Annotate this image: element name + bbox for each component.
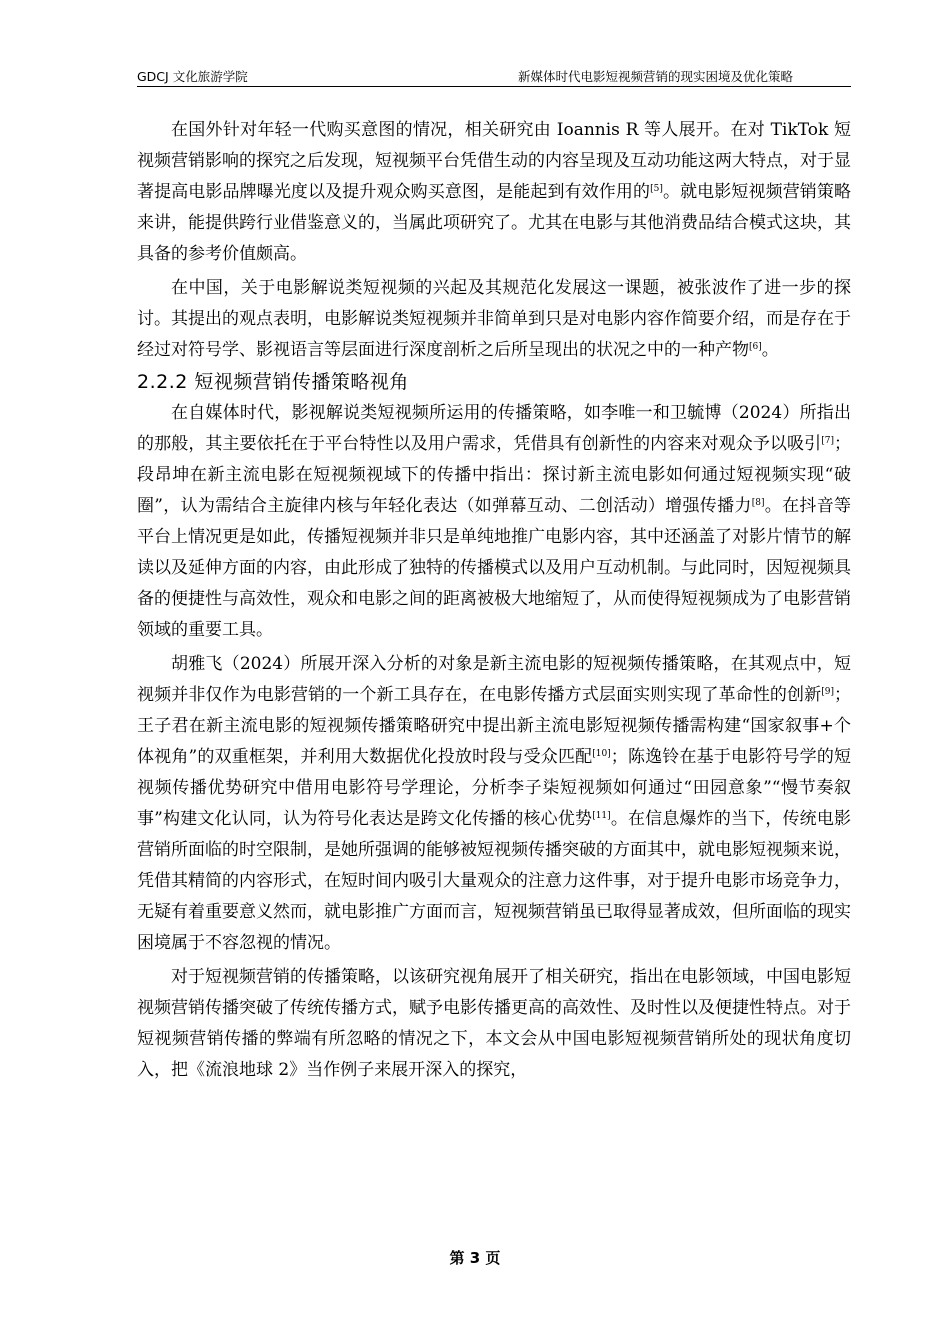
paragraph-2-text: 在中国，关于电影解说类短视频的兴起及其规范化发展这一课题，被张波作了进一步的探讨。其提出的观点表明，电影解说类短视频并非简单到只是对电影内容作简要介绍，而是存在于经过对符号学、影视语言等层面进行深度剖析之后所呈现出的状况之中的一种产物 — [137, 278, 851, 360]
paragraph-5-text: 对于短视频营销的传播策略，以该研究视角展开了相关研究，指出在电影领域，中国电影短视频营销传播突破了传统传播方式，赋予电影传播更高的高效性、及时性以及便捷性特点。对于短视频营销传播的弊端有所忽略的情况之下，本文会从中国电影短视频营销所处的现状角度切入，把《流浪地球 2》当作例子来展开深入的探究， — [137, 967, 851, 1080]
paragraph-4-text-1: 胡雅飞（2024）所展开深入分析的对象是新主流电影的短视频传播策略，在其观点中，短视频并非仅作为电影营销的一个新工具存在，在电影传播方式层面实则实现了革命性的创新 — [137, 654, 851, 705]
citation-10: [10] — [592, 749, 611, 759]
paragraph-3-text-2: ；段昂坤在新主流电影在短视频视域下的传播中指出：探讨新主流电影如何通过短视频实现“破圈”，认为需结合主旋律内核与年轻化表达（如弹幕互动、二创活动）增强传播力 — [137, 434, 851, 516]
paragraph-3-text-3: 。在抖音等平台上情况更是如此，传播短视频并非只是单纯地推广电影内容，其中还涵盖了对影片情节的解读以及延伸方面的内容，由此形成了独特的传播模式以及用户互动机制。与此同时，因短视频具备的便捷性与高效性，观众和电影之间的距离被极大地缩短了，从而使得短视频成为了电影营销领域的重要工具。 — [137, 496, 851, 640]
paragraph-1 — [137, 115, 851, 270]
citation-11: [11] — [592, 811, 611, 821]
header-institution: GDCJ 文化旅游学院 — [137, 69, 248, 84]
paragraph-3 — [137, 398, 851, 646]
paragraph-4-text-4: 。在信息爆炸的当下，传统电影营销所面临的时空限制，是她所强调的能够被短视频传播突破的方面其中，就电影短视频来说，凭借其精简的内容形式，在短时间内吸引大量观众的注意力这件事，对于提升电影市场竞争力，无疑有着重要意义然而，就电影推广方面而言，短视频营销虽已取得显著成效，但所面临的现实困境属于不容忽视的情况。 — [137, 809, 851, 953]
citation-5: [5] — [650, 184, 663, 194]
section-heading: 2.2.2 短视频营销传播策略视角 — [137, 371, 409, 393]
paragraph-4-text-2: ；王子君在新主流电影的短视频传播策略研究中提出新主流电影短视频传播需构建“国家叙事+个体视角”的双重框架，并利用大数据优化投放时段与受众匹配 — [137, 685, 851, 767]
paragraph-5 — [137, 962, 851, 1086]
citation-8: [8] — [751, 498, 765, 508]
citation-7: [7] — [821, 436, 834, 446]
body-content — [137, 115, 851, 1086]
paragraph-3-text-1: 在自媒体时代，影视解说类短视频所运用的传播策略，如李唯一和卫毓博（2024）所指出的那般，其主要依托在于平台特性以及用户需求，凭借具有创新性的内容来对观众予以吸引 — [137, 403, 851, 454]
paragraph-1-text: 在国外针对年轻一代购买意图的情况，相关研究由 Ioannis R 等人展开。在对 TikTok 短视频营销影响的探究之后发现，短视频平台凭借生动的内容呈现及互动功能这两大特点，对于显著提高电影品牌曝光度以及提升观众购买意图，是能起到有效作用的 — [137, 120, 851, 202]
paragraph-1-text-after: 。就电影短视频营销策略来讲，能提供跨行业借鉴意义的，当属此项研究了。尤其在电影与其他消费品结合模式这块，其具备的参考价值颇高。 — [137, 182, 851, 264]
page-number: 第 3 页 — [449, 1249, 501, 1267]
citation-9: [9] — [821, 687, 834, 697]
paragraph-2-text-after: 。 — [761, 340, 779, 360]
paragraph-4 — [137, 649, 851, 959]
page-header — [137, 64, 851, 87]
citation-6: [6] — [749, 342, 762, 352]
paragraph-2 — [137, 273, 851, 366]
header-paper-title: 新媒体时代电影短视频营销的现实困境及优化策略 — [517, 69, 793, 84]
paragraph-4-text-3: ；陈逸铃在基于电影符号学的短视频传播优势研究中借用电影符号学理论，分析李子柒短视频如何通过“田园意象”“慢节奏叙事”构建文化认同，认为符号化表达是跨文化传播的核心优势 — [137, 747, 851, 829]
